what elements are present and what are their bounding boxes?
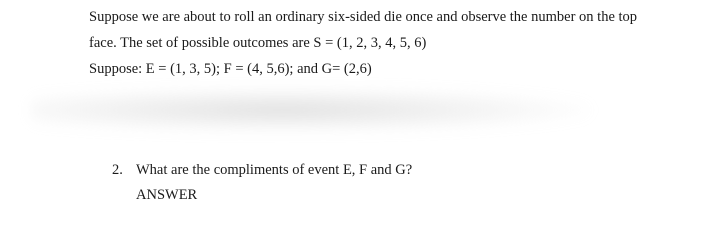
intro-line-3: Suppose: E = (1, 3, 5); F = (4, 5,6); and G= (2,6) [89,61,372,77]
intro-line-1: Suppose we are about to roll an ordinary six-sided die once and observe the number on the top [89,9,638,25]
question-text: What are the compliments of event E, F and G? [136,162,413,178]
question-number: 2. [112,162,123,178]
question-item [112,161,412,179]
blurred-smudge [30,88,590,132]
intro-line-2: face. The set of possible outcomes are S = (1, 2, 3, 4, 5, 6) [89,35,427,51]
answer-label: ANSWER [136,187,198,203]
